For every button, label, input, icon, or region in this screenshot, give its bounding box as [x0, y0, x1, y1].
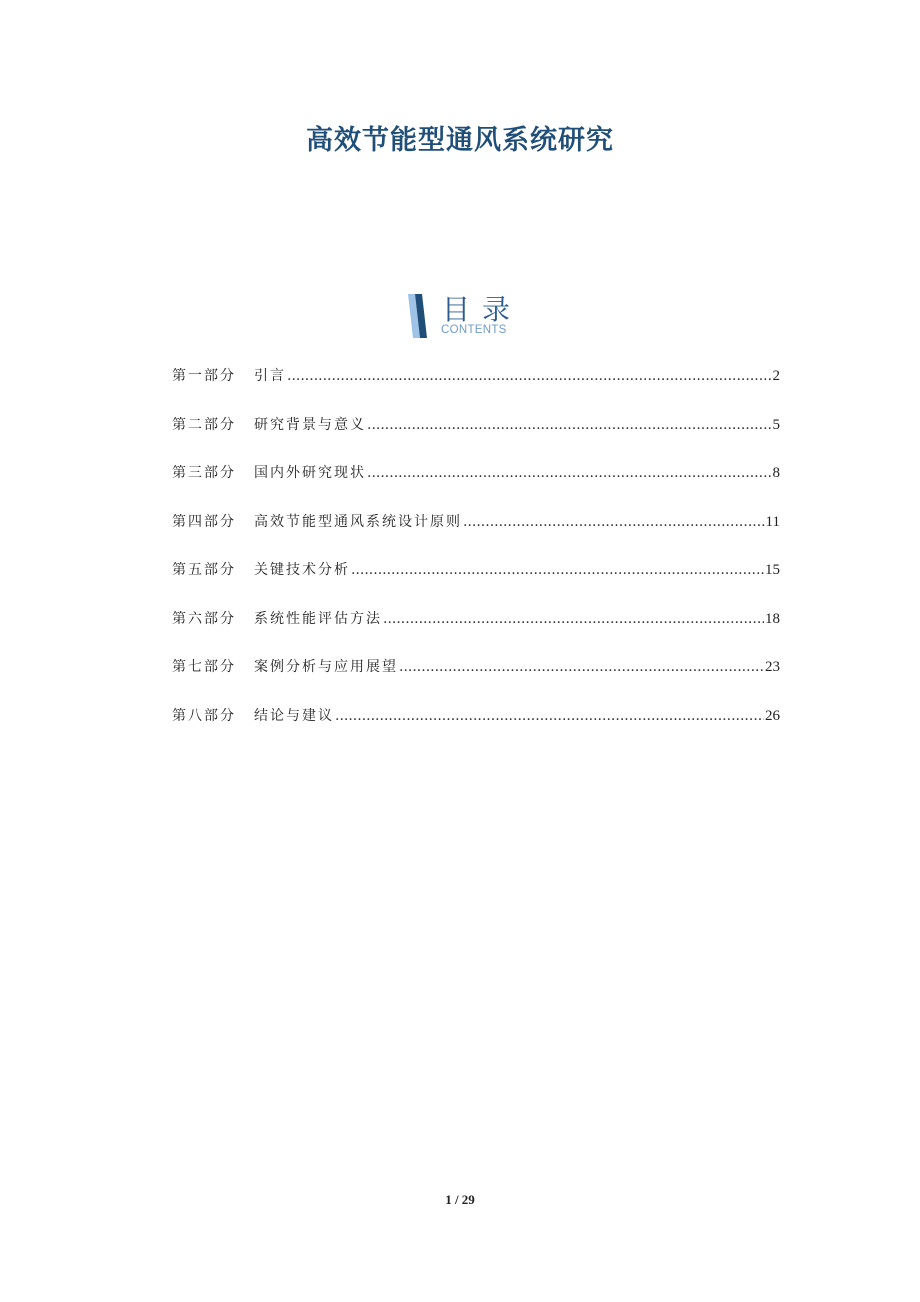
toc-part-label: 第三部分: [172, 465, 236, 481]
toc-header: [408, 294, 528, 340]
toc-page-number: 18: [765, 610, 780, 627]
toc-dot-leader: [367, 461, 772, 485]
toc-page-number: 5: [772, 416, 780, 433]
toc-entry-part-1[interactable]: [172, 364, 780, 413]
toc-entry-title: 研究背景与意义: [254, 416, 366, 433]
toc-page-number: 8: [772, 465, 780, 481]
toc-entry-title: 结论与建议: [254, 707, 334, 724]
toc-entry-part-6[interactable]: [172, 607, 780, 656]
toc-dot-leader: [351, 558, 764, 582]
toc-entry-part-2[interactable]: [172, 413, 780, 462]
toc-dot-leader: [335, 704, 764, 728]
toc-entry-part-5[interactable]: [172, 558, 780, 607]
toc-page-number: 23: [765, 659, 780, 675]
toc-part-label: 第二部分: [172, 416, 236, 433]
toc-entry-title: 案例分析与应用展望: [254, 659, 398, 675]
toc-subheading: CONTENTS: [441, 324, 507, 336]
toc-dot-leader: [383, 607, 764, 631]
table-of-contents: [172, 364, 780, 752]
document-title: 高效节能型通风系统研究: [306, 125, 614, 156]
toc-entry-title: 国内外研究现状: [254, 465, 366, 481]
toc-dot-leader: [463, 510, 765, 534]
toc-part-label: 第六部分: [172, 610, 236, 627]
toc-part-label: 第五部分: [172, 562, 236, 578]
toc-part-label: 第七部分: [172, 659, 236, 675]
toc-entry-title: 系统性能评估方法: [254, 610, 382, 627]
contents-emblem-icon: [408, 294, 430, 338]
toc-part-label: 第四部分: [172, 513, 236, 530]
toc-part-label: 第八部分: [172, 707, 236, 724]
toc-entry-part-3[interactable]: [172, 461, 780, 510]
toc-page-number: 11: [765, 513, 780, 530]
toc-entry-title: 关键技术分析: [254, 562, 350, 578]
toc-page-number: 2: [772, 368, 780, 384]
toc-heading: 目录: [442, 293, 523, 326]
toc-entry-part-4[interactable]: [172, 510, 780, 559]
toc-part-label: 第一部分: [172, 368, 236, 384]
toc-entry-part-7[interactable]: [172, 655, 780, 704]
toc-page-number: 26: [765, 707, 780, 724]
toc-dot-leader: [399, 655, 764, 679]
page-number-footer: 1 / 29: [445, 1192, 475, 1207]
toc-page-number: 15: [765, 562, 780, 578]
toc-entry-title: 引言: [254, 368, 286, 384]
toc-dot-leader: [287, 364, 772, 388]
toc-dot-leader: [367, 413, 772, 437]
toc-entry-title: 高效节能型通风系统设计原则: [254, 513, 462, 530]
toc-entry-part-8[interactable]: [172, 704, 780, 753]
